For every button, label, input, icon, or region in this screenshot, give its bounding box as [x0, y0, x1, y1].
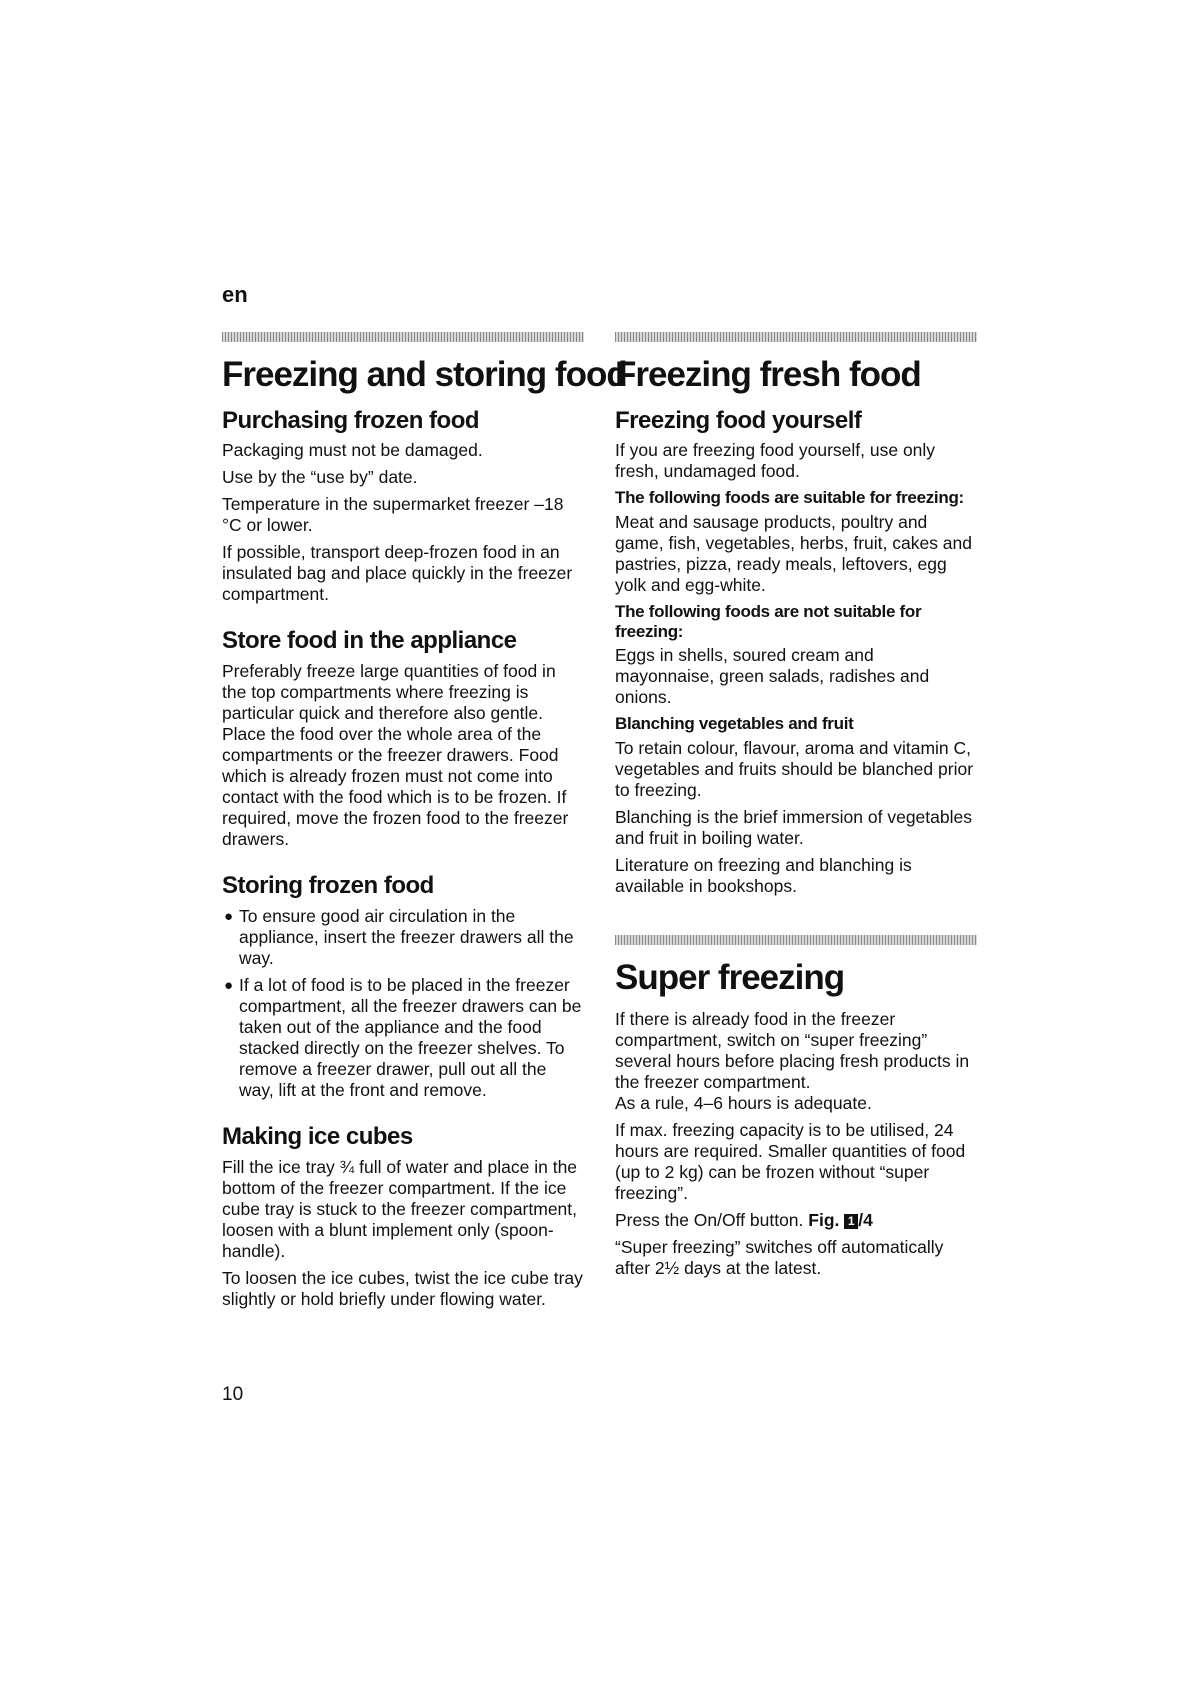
heading-ice-cubes: Making ice cubes: [222, 1122, 413, 1150]
paragraph: If max. freezing capacity is to be utilised, 24 hours are required. Smaller quantities of food (up to 2 kg) can be frozen without “super freezing”.: [615, 1120, 966, 1204]
paragraph: “Super freezing” switches off automatically after 2½ days at the latest.: [615, 1237, 944, 1279]
section-title-freezing-fresh: Freezing fresh food: [615, 355, 921, 394]
right-column: [615, 332, 977, 1285]
paragraph: Fill the ice tray ¾ full of water and place in the bottom of the freezer compartment. If the ice cube tray is stuck to the freezer compartment, loosen with a blunt implement only (spoon-handle).: [222, 1156, 578, 1261]
paragraph: Use by the “use by” date.: [222, 467, 418, 488]
bullet-icon: ●: [224, 976, 234, 994]
paragraph: Eggs in shells, soured cream and mayonnaise, green salads, radishes and onions.: [615, 645, 930, 708]
paragraph: To loosen the ice cubes, twist the ice cube tray slightly or hold briefly under flowing water.: [222, 1267, 583, 1309]
language-code: en: [222, 282, 248, 307]
figure-number-icon: 1: [844, 1214, 858, 1229]
section-divider: [615, 332, 977, 342]
heading-freezing-yourself: Freezing food yourself: [615, 406, 862, 434]
section-divider: [222, 332, 584, 342]
left-column: [222, 332, 627, 1316]
paragraph-press-button: Press the On/Off button. Fig. 1 /4: [615, 1210, 873, 1231]
subheading-blanching: Blanching vegetables and fruit: [615, 714, 854, 734]
paragraph: Packaging must not be damaged.: [222, 440, 483, 461]
section-title-super-freezing: Super freezing: [615, 957, 845, 997]
heading-storing-frozen: Storing frozen food: [222, 872, 434, 900]
paragraph: Temperature in the supermarket freezer –18 °C or lower.: [222, 494, 564, 536]
heading-purchasing: Purchasing frozen food: [222, 406, 480, 434]
subheading-not-suitable: The following foods are not suitable for freezing:: [615, 601, 922, 642]
section-title-freezing-storing: Freezing and storing food: [222, 355, 627, 394]
paragraph: Preferably freeze large quantities of food in the top compartments where freezing is particular quick and therefore also gentle. Place the food over the whole area of the compartments or the freezer drawers. Food which is already frozen must not come into contact with the food which is to be frozen. If required, move the frozen food to the freezer drawers.: [222, 661, 569, 850]
paragraph: If there is already food in the freezer compartment, switch on “super freezing” several hours before placing fresh products in the freezer compartment.: [615, 1009, 970, 1093]
paragraph: Meat and sausage products, poultry and game, fish, vegetables, herbs, fruit, cakes and pastries, pizza, ready meals, leftovers, egg yolk and egg-white.: [615, 511, 972, 595]
paragraph: If you are freezing food yourself, use only fresh, undamaged food.: [615, 440, 936, 482]
super-freezing-section: [615, 935, 977, 1280]
paragraph: Literature on freezing and blanching is available in bookshops.: [615, 854, 912, 896]
page-number: 10: [222, 1384, 244, 1405]
paragraph: If possible, transport deep-frozen food in an insulated bag and place quickly in the freezer compartment.: [222, 542, 573, 605]
figure-reference: Fig. 1 /4: [808, 1210, 873, 1231]
heading-store-food: Store food in the appliance: [222, 627, 517, 655]
list-item: ● To ensure good air circulation in the appliance, insert the freezer drawers all the way.: [224, 905, 574, 968]
paragraph: To retain colour, flavour, aroma and vitamin C, vegetables and fruits should be blanched prior to freezing.: [615, 737, 974, 800]
paragraph: Blanching is the brief immersion of vegetables and fruit in boiling water.: [615, 806, 972, 848]
bullet-list: [222, 906, 584, 1101]
paragraph: As a rule, 4–6 hours is adequate.: [615, 1093, 872, 1114]
section-divider: [615, 935, 977, 945]
list-item: ● If a lot of food is to be placed in the freezer compartment, all the freezer drawers can be taken out of the appliance and the food stacked directly on the freezer shelves. To remove a freezer drawer, pull out all the way, lift at the front and remove.: [224, 974, 582, 1100]
subheading-suitable: The following foods are suitable for freezing:: [615, 488, 964, 508]
bullet-icon: ●: [224, 907, 234, 925]
